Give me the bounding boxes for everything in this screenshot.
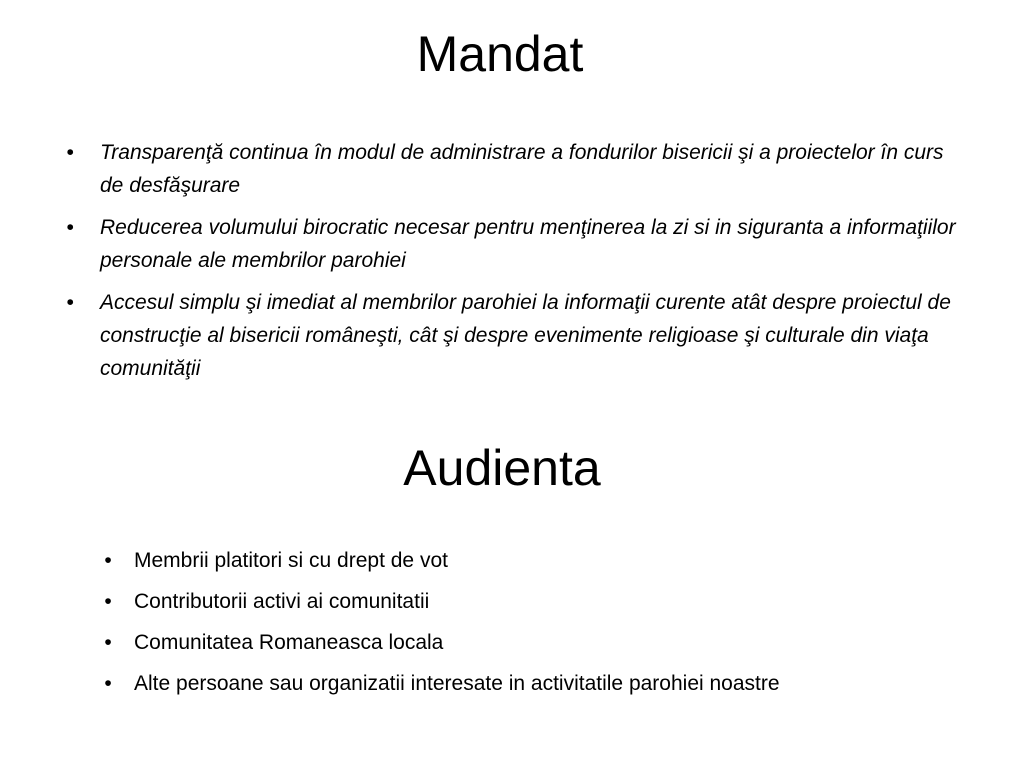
list-item-text: Membrii platitori si cu drept de vot bbox=[134, 549, 448, 572]
bullet-icon: • bbox=[104, 631, 112, 654]
section-title-audienta: Audienta bbox=[403, 440, 601, 496]
list-item bbox=[66, 211, 960, 277]
list-item bbox=[66, 286, 960, 385]
bullet-icon: • bbox=[66, 216, 74, 239]
bullet-icon: • bbox=[66, 291, 74, 314]
bullet-icon: • bbox=[104, 672, 112, 695]
list-item-text: Reducerea volumului birocratic necesar pentru menţinerea la zi si in siguranta a informaţiilor personale ale membrilor parohiei bbox=[100, 216, 956, 272]
list-item-text: Accesul simplu şi imediat al membrilor parohiei la informaţii curente atât despre proiectul de construcţie al bisericii româneşti, cât şi despre evenimente religioase şi culturale din viaţa comunităţii bbox=[100, 291, 951, 380]
list-item-text: Contributorii activi ai comunitatii bbox=[134, 590, 430, 613]
mandat-bullet-list bbox=[66, 136, 960, 394]
bullet-icon: • bbox=[104, 590, 112, 613]
list-item bbox=[104, 668, 994, 699]
bullet-icon: • bbox=[104, 549, 112, 572]
list-item bbox=[66, 136, 960, 202]
list-item-text: Transparenţă continua în modul de administrare a fondurilor bisericii şi a proiectelor în curs de desfăşurare bbox=[100, 141, 944, 197]
list-item bbox=[104, 586, 994, 617]
list-item bbox=[104, 545, 994, 576]
list-item-text: Alte persoane sau organizatii interesate in activitatile parohiei noastre bbox=[134, 672, 780, 695]
list-item-text: Comunitatea Romaneasca locala bbox=[134, 631, 444, 654]
section-title-mandat: Mandat bbox=[416, 26, 584, 82]
bullet-icon: • bbox=[66, 141, 74, 164]
list-item bbox=[104, 627, 994, 658]
audienta-bullet-list bbox=[104, 545, 994, 709]
